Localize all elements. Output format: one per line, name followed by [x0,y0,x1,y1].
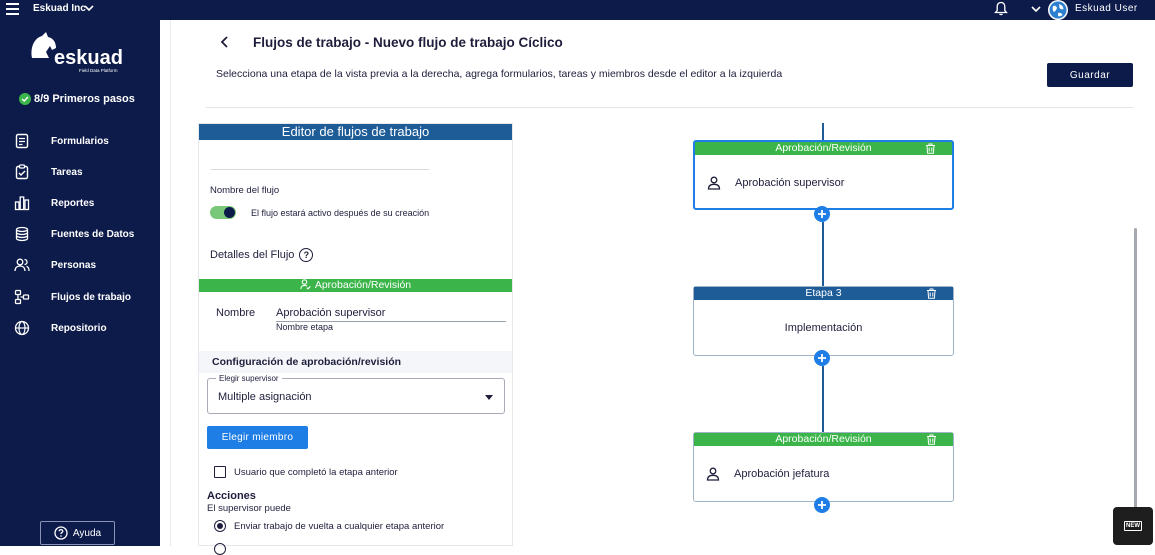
node-label: Implementación [784,321,863,334]
checkbox[interactable] [214,466,226,478]
flow-connector [822,123,824,140]
sidebar-item-label: Repositorio [51,322,107,334]
node-header [694,433,953,446]
sidebar-item-tareas[interactable] [14,163,83,181]
help-question-icon[interactable]: ? [299,248,313,262]
node-header-label: Etapa 3 [805,287,842,299]
previous-stage-user-label: Usuario que completó la etapa anterior [234,466,398,478]
eskuad-dog-logo-icon [26,28,130,76]
chevron-down-icon[interactable] [84,3,94,13]
sidebar-item-personas[interactable] [14,256,96,274]
back-arrow-icon[interactable] [218,35,232,49]
sidebar-item-label: Tareas [51,166,83,178]
person-icon [707,176,721,190]
sidebar-item-repositorio[interactable] [14,319,107,337]
dropdown-arrow-icon [485,395,493,400]
save-button[interactable]: Guardar [1047,63,1133,87]
new-label: NEW [1126,523,1140,529]
main-area [160,20,1155,546]
actions-subtitle: El supervisor puede [207,503,291,514]
flow-details-label: Detalles del Flujo [210,249,295,261]
people-icon [14,257,30,273]
organization-name[interactable]: Eskuad Inc [33,3,86,14]
scrollbar[interactable] [1134,228,1137,528]
person-icon [706,467,720,481]
sidebar-item-label: Formularios [51,135,109,147]
node-label: Aprobación supervisor [735,176,845,189]
stage-type-label: Aprobación/Revisión [314,279,412,291]
steps-label: 8/9 Primeros pasos [34,93,135,105]
bell-icon[interactable] [994,1,1008,16]
user-name[interactable]: Eskuad User [1075,3,1138,14]
sidebar-item-label: Fuentes de Datos [51,228,135,240]
page-title: Flujos de trabajo - Nuevo flujo de trabajo Cíclico [253,35,563,50]
logo-tagline: Field Data Platform [79,68,118,73]
help-label: Ayuda [72,527,102,539]
person-check-icon [300,279,311,290]
radio-button[interactable] [214,543,226,555]
actions-title: Acciones [207,490,256,502]
flow-active-label: El flujo estará activo después de su creación [251,208,430,218]
reports-icon [14,195,30,211]
sidebar-item-flujos-de-trabajo[interactable] [14,288,131,306]
action-option-label: Enviar trabajo de vuelta a cualquier etapa anterior [234,520,445,532]
action-radio-row[interactable] [214,520,444,532]
onboarding-steps[interactable] [19,93,135,105]
whats-new-badge[interactable] [1113,507,1153,545]
content-card [170,20,1135,546]
check-circle-icon [19,93,31,105]
workflow-icon [14,289,30,305]
flow-name-label: Nombre del flujo [210,185,280,196]
config-title: Configuración de aprobación/revisión [212,356,402,368]
node-header-label: Aprobación/Revisión [775,142,872,154]
form-icon [14,133,30,149]
supervisor-select[interactable] [207,374,505,414]
workflow-editor-panel [198,123,513,546]
choose-member-button[interactable]: Elegir miembro [207,426,308,449]
node-label: Aprobación jefatura [734,467,830,480]
header-divider [206,107,1133,108]
avatar-globe-icon [1048,0,1068,20]
flow-node-aprobacion-jefatura[interactable] [693,432,954,502]
flow-connector [822,222,824,286]
eskuad-logo[interactable] [26,28,130,76]
trash-icon[interactable] [926,434,937,445]
add-stage-plus-icon[interactable] [814,497,830,513]
flow-active-toggle[interactable] [210,206,236,219]
hamburger-menu-icon[interactable] [6,3,19,15]
toggle-knob [224,207,235,218]
stage-name-hint: Nombre etapa [276,322,334,332]
database-icon [14,226,30,242]
trash-icon[interactable] [925,143,936,154]
flow-details-row [210,248,313,262]
supervisor-select-legend: Elegir supervisor [216,374,282,383]
trash-icon[interactable] [926,288,937,299]
radio-button-selected[interactable] [214,520,226,532]
node-body [694,446,953,501]
tasks-icon [14,164,30,180]
help-circle-icon [54,526,68,540]
stage-name-label: Nombre [216,307,256,319]
page-subtitle: Selecciona una etapa de la vista previa a la derecha, agrega formularios, tareas y miembros desde el editor a la izquierda [216,68,783,80]
flow-node-aprobacion-supervisor[interactable] [693,140,954,210]
user-avatar[interactable] [1048,0,1068,20]
sidebar-item-label: Reportes [51,197,95,209]
user-menu-chevron-icon[interactable] [1031,4,1041,14]
stage-name-input[interactable]: Aprobación supervisor [276,307,506,322]
node-body [695,155,952,210]
sidebar-item-formularios[interactable] [14,132,109,150]
sidebar-item-label: Personas [51,259,97,271]
previous-stage-user-checkbox-row[interactable] [214,466,398,478]
sidebar-item-reportes[interactable] [14,194,94,212]
sidebar [0,20,160,546]
node-header [694,287,953,300]
supervisor-select-value: Multiple asignación [218,391,312,403]
node-header [695,142,952,155]
sidebar-item-label: Flujos de trabajo [51,291,132,303]
add-stage-plus-icon[interactable] [814,206,830,222]
top-bar [0,0,1155,20]
sidebar-item-fuentes-de-datos[interactable] [14,225,134,243]
stage-type-bar [199,279,512,292]
flow-connector [822,366,824,432]
help-button[interactable] [40,521,115,545]
flow-node-implementacion[interactable] [693,286,954,356]
node-body [694,300,953,355]
globe-icon [14,320,30,336]
editor-title: Editor de flujos de trabajo [199,124,512,140]
logo-text: eskuad [54,47,123,69]
node-header-label: Aprobación/Revisión [775,433,872,445]
separator-line [211,169,429,170]
add-stage-plus-icon[interactable] [814,350,830,366]
